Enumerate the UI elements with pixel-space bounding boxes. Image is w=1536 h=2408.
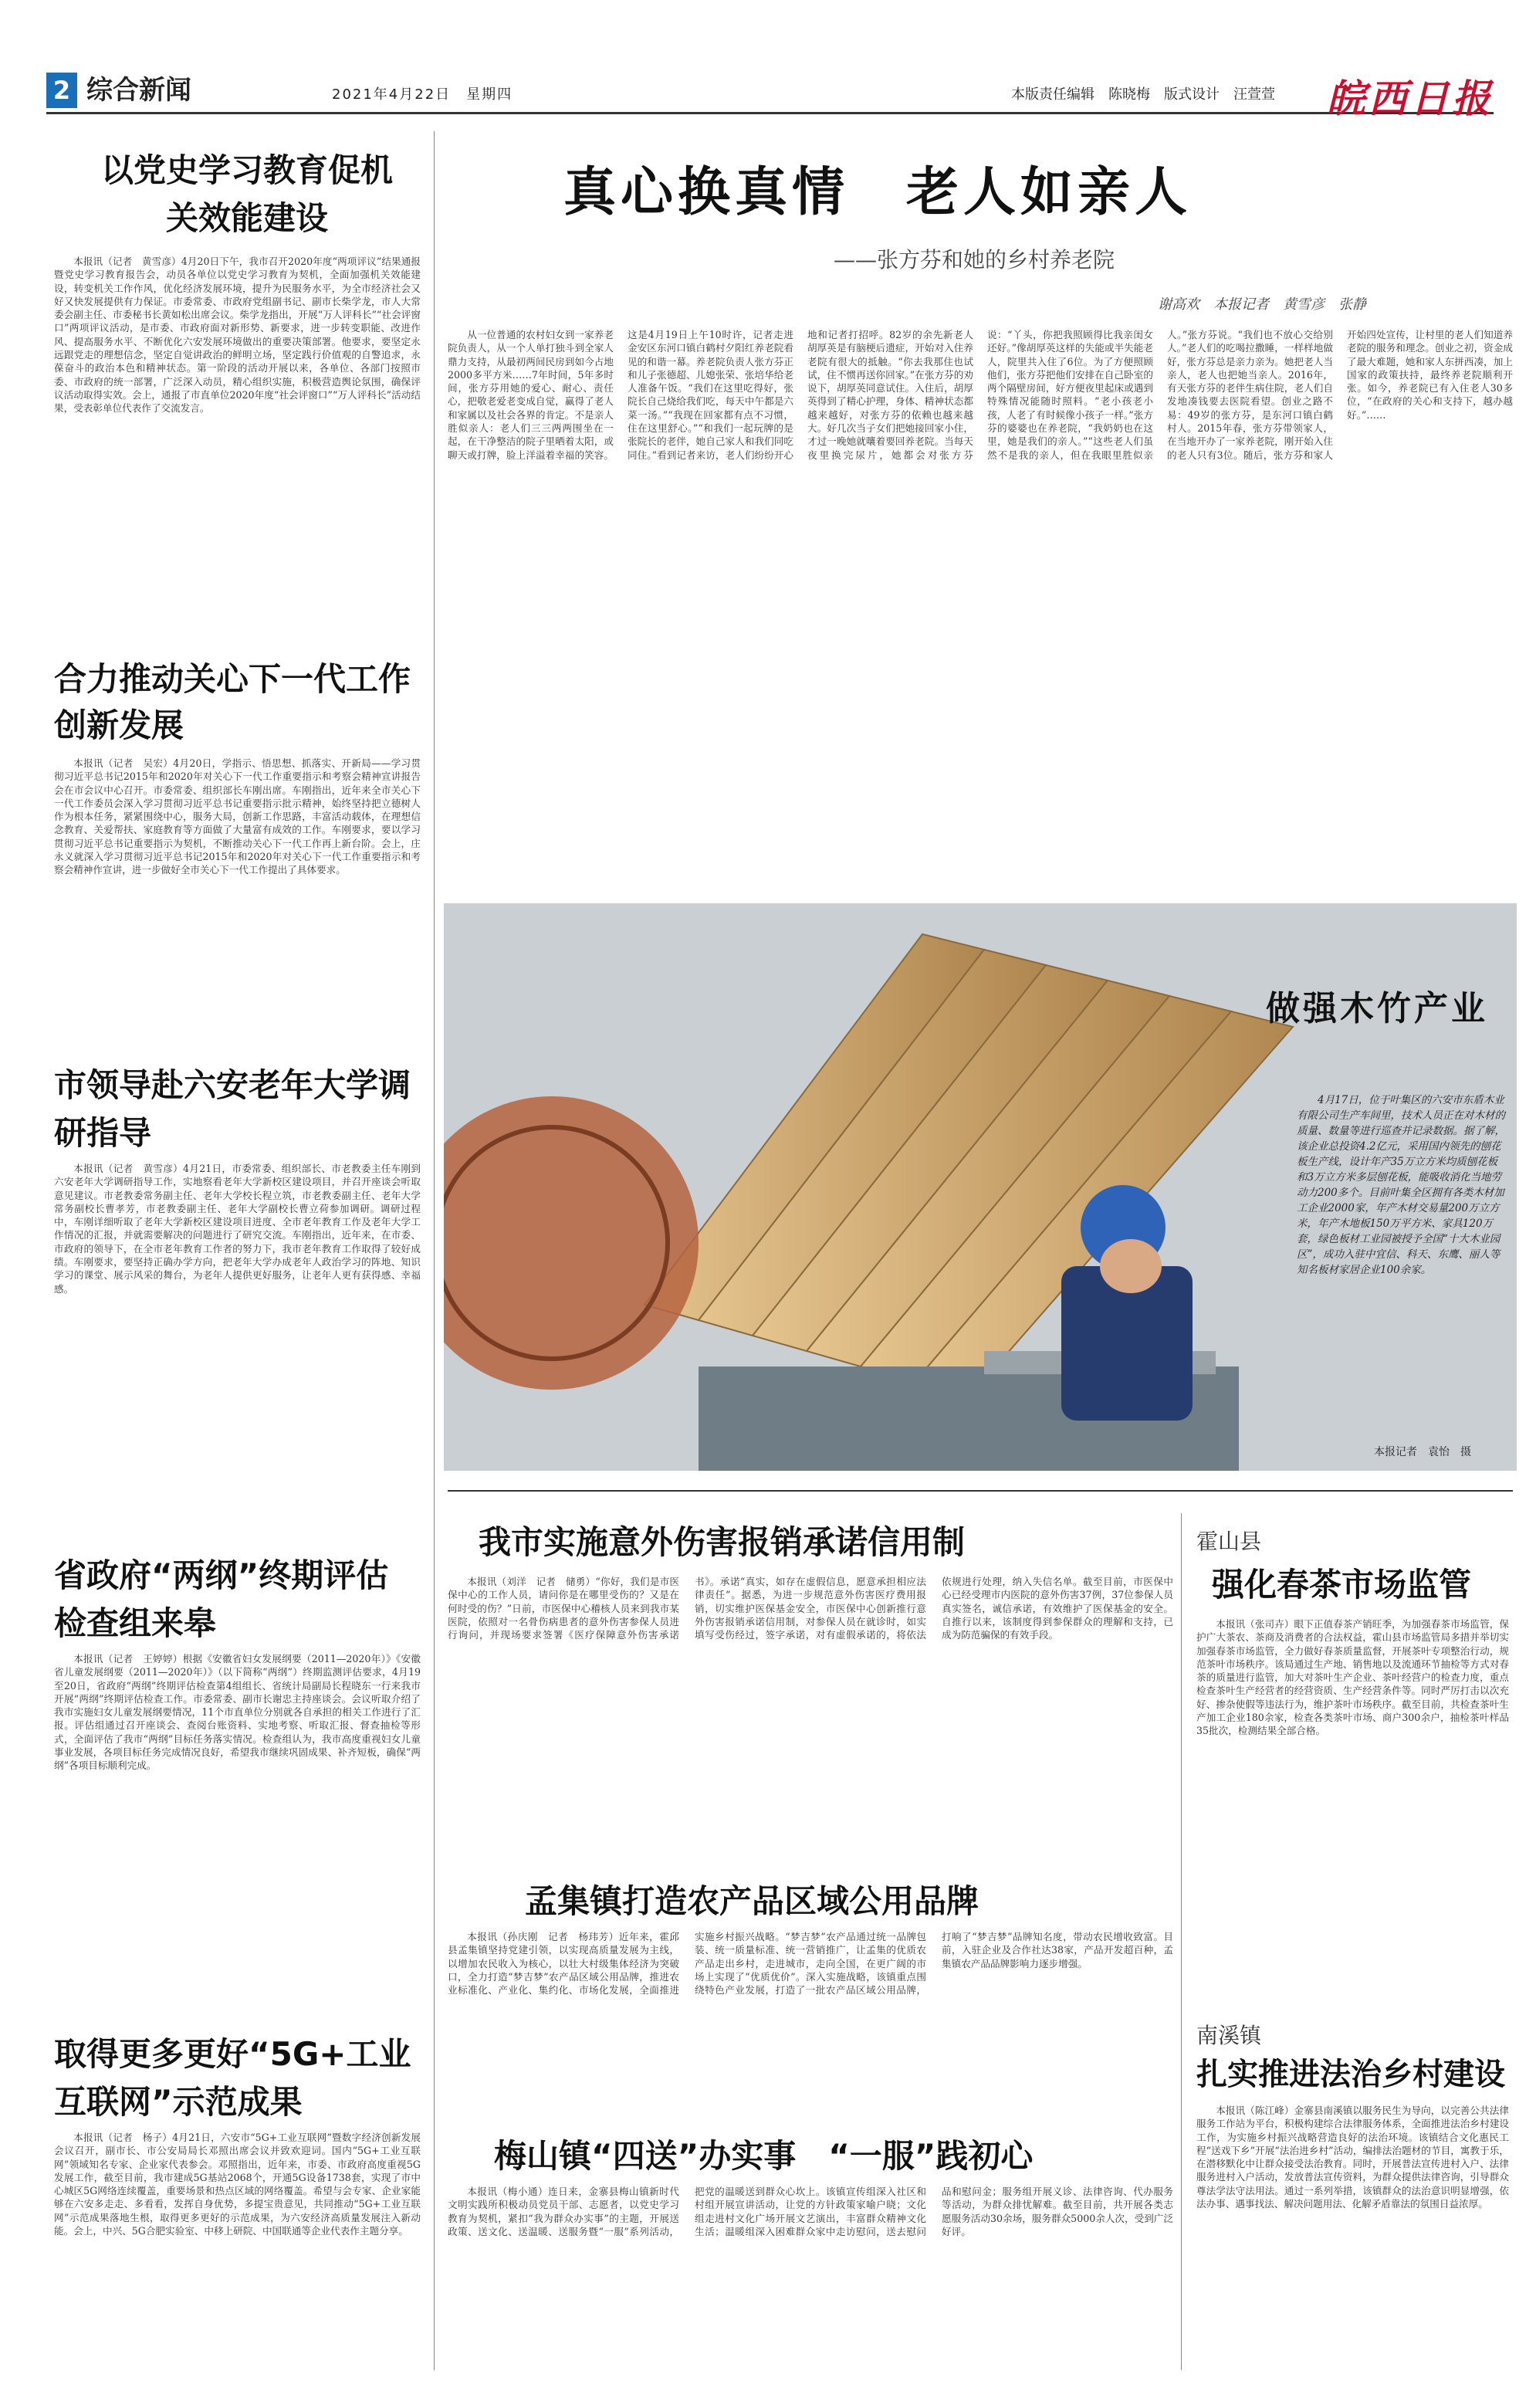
headline: 梅山镇“四送”办实事 “一服”践初心 <box>494 2137 1034 2175</box>
masthead <box>46 68 1494 121</box>
lead-headline: 真心换真情 老人如亲人 <box>563 161 1193 223</box>
article-body: 本报讯（刘洋 记者 储勇）“你好，我们是市医保中心的工作人员，请问你是在哪里受伤的？又是在何时受的伤？”日前，市医保中心稽核人员来到我市某医院，依照对一名骨伤病患者的意外伤害参保人员进行询问，并现场要求签署《医疗保障意外伤害承诺书》。承诺“真实，如存在虚假信息，愿意承担相应法律责任”。据悉，为进一步规范意外伤害医疗费用报销，切实维护医保基金安全，市医保中心创新推行意外伤害报销承诺信用制，对参保人员在就诊时，如实填写受伤经过，签字承诺，对有虚假承诺的，将依法依规进行处理，纳入失信名单。截至目前，市医保中心已经受理市内医院的意外伤害37例，37位参保人员真实签名，诚信承诺，有效维护了医保基金的安全。自推行以来，该制度得到参保群众的理解和支持，已成为防范骗保的有效手段。 <box>448 1576 1173 1641</box>
headline: 取得更多更好“5G+工业互联网”示范成果 <box>54 2035 411 2121</box>
headline: 省政府“两纲”终期评估检查组来皋 <box>54 1556 389 1642</box>
kicker: 南溪镇 <box>1196 2023 1262 2048</box>
headline: 以党史学习教育促机关效能建设 <box>100 151 393 237</box>
section-rule <box>448 1490 1513 1492</box>
kicker: 霍山县 <box>1196 1529 1262 1554</box>
newspaper-logo: 皖西日报 <box>1327 76 1494 121</box>
page-number: 2 <box>46 73 77 108</box>
headline: 孟集镇打造农产品区域公用品牌 <box>525 1882 979 1920</box>
article-body: 本报讯（记者 王婷婷）根据《安徽省妇女发展纲要（2011—2020年）》《安徽省儿童发展纲要（2011—2020年）》（以下简称“两纲”）终期监测评估要求，4月19至20日，省政府“两纲”终期评估检查第4组组长、省统计局副局长程晓东一行来我市开展“两纲”终期评估检查工作。市委常委、副市长谢忠主持座谈会。会议听取介绍了我市实施妇女儿童发展纲要情况，11个市直单位分别就各自承担的相关工作进行了汇报。评估组通过召开座谈会、查阅台账资料、实地考察、听取汇报、督查抽检等形式，全面评估了我市“两纲”目标任务落实情况。检查组认为，我市高度重视妇女儿童事业发展，各项目标任务完成情况良好，希望我市继续巩固成果、补齐短板，确保“两纲”各项目标顺利完成。 <box>54 1653 421 1772</box>
headline: 市领导赴六安老年大学调研指导 <box>54 1066 411 1152</box>
headline: 强化春茶市场监管 <box>1212 1566 1472 1604</box>
lead-byline: 谢高欢 本报记者 黄雪彦 张静 <box>1158 296 1366 313</box>
article-body: 本报讯（陈江峰）金寨县南溪镇以服务民生为导向，以完善公共法律服务工作站为平台，积极构建综合法律服务体系，全面推进法治乡村建设工作，为实施乡村振兴战略营造良好的法治环境。该镇结合文化惠民工程“送戏下乡”开展“法治进乡村”活动，编排法治题材的节目，寓教于乐，在潜移默化中让群众接受法治教育。同时，开展普法宣传进村入户、法律服务进村入户活动，发放普法宣传资料，为群众提供法律咨询，引导群众尊法学法守法用法。通过一系列举措，该镇群众的法治意识明显增强，依法办事、遇事找法、解决问题用法、化解矛盾靠法的氛围日益浓厚。 <box>1196 2105 1509 2210</box>
section-name: 综合新闻 <box>86 75 191 106</box>
headline: 扎实推进法治乡村建设 <box>1196 2057 1505 2092</box>
lead-subtitle: ——张方芬和她的乡村养老院 <box>834 247 1115 273</box>
article-body: 本报讯（记者 杨子）4月21日，六安市“5G+工业互联网”暨数字经济创新发展会议召开，副市长、市公安局局长邓照出席会议并致欢迎词。国内“5G+工业互联网”领域知名专家、企业家代表参会。邓照指出，近年来，市委、市政府高度重视5G发展工作，截至目前，我市建成5G基站2068个，开通5G设备1738套，实现了市中心城区5G网络连续覆盖，重要场景和热点区域的网络覆盖。希望与会专家、企业家能够在六安多走走、多看看，发挥自身优势，多提宝贵意见，共同推动“5G+工业互联网”示范成果落地生根，取得更多更好的示范成果，为六安经济高质量发展注入新动能。会上，中兴、5G合肥实验室、中移上研院、中国联通等企业代表作主题分享。 <box>54 2132 421 2237</box>
article-body: 本报讯（梅小通）连日来，金寨县梅山镇新时代文明实践所积极动员党员干部、志愿者，以党史学习教育为契机，紧扣“我为群众办实事”的主题，开展送政策、送文化、送温暖、送服务暨“一服”系列活动，把党的温暖送到群众心坎上。该镇宣传组深入社区和村组开展宣讲活动，让党的方针政策家喻户晓；文化组走进村文化广场开展文艺演出，丰富群众精神文化生活；温暖组深入困难群众家中走访慰问，送去慰问品和慰问金；服务组开展义诊、法律咨询、代办服务等活动，为群众排忧解难。截至目前，共开展各类志愿服务活动30余场，服务群众5000余人次，受到广泛好评。 <box>448 2186 1173 2237</box>
article-body: 本报讯（记者 黄雪彦）4月21日，市委常委、组织部长、市老教委主任车刚到六安老年大学调研指导工作，实地察看老年大学新校区建设项目，并召开座谈会听取意见建议。市老教委常务副主任、老年大学校长程立筑，市老教委副主任、老年大学常务副校长曹孝芳，市老教委副主任、老年大学副校长曹立荷参加调研。调研过程中，车刚详细听取了老年大学新校区建设项目进度、全市老年教育工作及老年大学工作情况的汇报，并就需要解决的问题进行了研究交流。车刚指出，近年来，在市委、市政府的领导下，在全市老年教育工作者的努力下，我市老年教育工作取得了较好成绩。车刚要求，要坚持正确办学方向，把老年大学办成老年人政治学习的阵地、知识学习的课堂、展示风采的舞台，为老年人提供更好服务，让老年人更有获得感、幸福感。 <box>54 1163 421 1295</box>
article-body: 本报讯（记者 黄雪彦）4月20日下午，我市召开2020年度“两项评议”结果通报暨党史学习教育报告会，动员各单位以党史学习教育为契机，全面加强机关效能建设，转变机关工作作风，优化经济发展环境，提升为民服务水平，为全市经济社会又好又快发展提供有力保证。市委常委、市政府党组副书记、副市长柴学龙，市人大常委会副主任、市委秘书长黄如松出席会议。柴学龙指出，开展“万人评科长”“社会评窗口”两项评议活动，是市委、市政府面对新形势、新要求，进一步转变职能、改进作风、提高服务水平、不断优化六安发展环境做出的重要决策部署。他要求，要坚定永远跟党走的理想信念，坚定自觉讲政治的鲜明立场，坚定践行价值观的自警追求，永葆奋斗的政治本色和精神状态。第一阶段的活动开展以来，各单位、各部门按照市委、市政府的统一部署，广泛深入动员，精心组织实施，积极营造舆论氛围，确保评议活动取得实效。会上，通报了市直单位2020年度“社会评窗口”“万人评科长”活动结果，受表彰单位代表作了交流发言。 <box>54 256 421 415</box>
photo-caption: 4月17日，位于叶集区的六安市东盾木业有限公司生产车间里，技术人员正在对木材的质量、数量等进行巡查并记录数据。据了解，该企业总投资4.2亿元，采用国内领先的刨花板生产线，设计年产35万立方米均质刨花板和3万立方米多层刨花板，能吸收消化当地劳动力200多个。目前叶集全区拥有各类木材加工企业2000家，年产木材交易量200万立方米，年产木地板150万平方米、家具120万套，绿色板材工业园被授予全国“十大木业园区”，成功入驻中宜信、科天、东鹰、丽人等知名板材家居企业100余家。 <box>1297 1094 1505 1276</box>
headline: 合力推动关心下一代工作创新发展 <box>54 660 411 744</box>
headline: 我市实施意外伤害报销承诺信用制 <box>479 1523 966 1561</box>
lead-body: 从一位普通的农村妇女到一家养老院负责人，从一个人单打独斗到全家人鼎力支持，从最初两间民房到如今占地2000多平方米……7年时间，5年多时间，张方芬用她的爱心、耐心、责任心，把敬老爱老变成自觉，赢得了老人和家属以及社会各界的肯定。不是亲人胜似亲人：老人们三三两两围坐在一起，在干净整洁的院子里晒着太阳，或聊天或打牌，脸上洋溢着幸福的笑容。这是4月19日上午10时许，记者走进金安区东河口镇白鹤村夕阳红养老院看见的和谐一幕。养老院负责人张方芬正和儿子张德超、儿媳张荣、张培华给老人准备午饭。“我们在这里吃得好，张院长自己烧给我们吃，每天中午都是六菜一汤。”“我现在回家都有点不习惯，住在这里舒心。”“和我们一起玩牌的是张院长的老伴，她自己家人和我们同吃同住。”看到记者来访，老人们纷纷开心地和记者打招呼。82岁的余先新老人胡厚英是有脑梗后遗症，开始对入住养老院有很大的抵触。“你去我那住也试试，住不惯再送你回家。”在张方芬的劝说下，胡厚英同意试住。入住后，胡厚英得到了精心护理，身体、精神状态都越来越好，对张方芬的依赖也越来越大。好几次当子女们把她接回家小住，才过一晚她就嚷着要回养老院。当每天夜里换完尿片，她都会对张方芬说：“丫头，你把我照顾得比我亲闺女还好。”像胡厚英这样的失能或半失能老人，院里共入住了6位。为了方便照顾他们，张方芬把他们安排在自己卧室的两个隔壁房间，好方便夜里起床或遇到特殊情况能随时照料。“老小孩老小孩，人老了有时候像小孩子一样。”张方芬的婆婆也在养老院，“我奶奶也在这里，她是我们的亲人。”“这些老人们虽然不是我的亲人，但在我眼里胜似亲人。”张方芬说。“我们也不放心交给别人。”老人们的吃喝拉撒睡，一样样地做好，张方芬总是亲力亲为。她把老人当亲人，老人也把她当亲人。2016年，有天张方芬的老伴生病住院，老人们自发地凑钱要去医院看望。创业之路不易：49岁的张方芬，是东河口镇白鹤村人。2015年春，张方芬带领家人，在当地开办了一家养老院，刚开始入住的老人只有3位。随后，张方芬和家人开始四处宣传，让村里的老人们知道养老院的服务和理念。创业之初，资金成了最大难题，她和家人东拼西凑，加上国家的政策扶持，最终养老院顺利开张。如今，养老院已有入住老人30多位，“在政府的关心和支持下，越办越好。”…… <box>448 329 1513 461</box>
article-body: 本报讯（孙庆刚 记者 杨玮芳）近年来，霍邱县孟集镇坚持党建引领，以实现高质量发展为主线，以增加农民收入为核心，以壮大村级集体经济为突破口，全力打造“梦吉梦”农产品区域公用品牌，推进农业标准化、产业化、集约化、市场化发展，全面推进实施乡村振兴战略。“梦吉梦”农产品通过统一品牌包装、统一质量标准、统一营销推广，让孟集的优质农产品走出乡村，走进城市，走向全国，在更广阔的市场上实现了“优质优价”。深入实施战略，该镇重点围绕特色产业发展，打造了一批农产品区域公用品牌，打响了“梦吉梦”品牌知名度，带动农民增收致富。目前，入驻企业及合作社达38家，产品开发超百种，孟集镇农产品品牌影响力逐步增强。 <box>448 1931 1173 1997</box>
article-body: 本报讯（记者 吴宏）4月20日，学指示、悟思想、抓落实、开新局——学习贯彻习近平总书记2015年和2020年对关心下一代工作重要指示和考察会精神宣讲报告会在市会议中心召开。市委常委、组织部长车刚出席。车刚指出，近年来全市关心下一代工作委员会深入学习贯彻习近平总书记重要指示批示精神，始终坚持把立德树人作为根本任务，紧紧围绕中心，服务大局，创新工作思路，丰富活动载体，在理想信念教育、关爱帮扶、家庭教育等方面做了大量富有成效的工作。车刚要求，要以学习贯彻习近平总书记重要指示为契机，不断推动关心下一代工作再上新台阶。会上，庄永义就深入学习贯彻习近平总书记2015年和2020年对关心下一代工作重要指示和考察会精神作宣讲，进一步做好全市关心下一代工作提出了具体要求。 <box>54 757 421 876</box>
photo-credit: 本报记者 袁怡 摄 <box>1374 1446 1471 1458</box>
column-divider <box>1181 1513 1182 2370</box>
article-body: 本报讯（张司卉）眼下正值春茶产销旺季，为加强春茶市场监管，保护广大茶农、茶商及消费者的合法权益，霍山县市场监管局多措并举切实加强春茶市场监管，全力做好春茶质量监督，开展茶叶专项整治行动，规范茶叶市场秩序。该局通过生产地、销售地以及流通环节抽检等方式对春茶的质量进行监管，加大对茶叶生产企业、茶叶经营户的检查力度，重点检查茶叶生产经营者的经营资质、生产经营条件等。同时严厉打击以次充好、掺杂使假等违法行为，维护茶叶市场秩序。截至目前，共检查茶叶生产加工企业180余家，检查各类茶叶市场、商户300余户，抽检茶叶样品35批次，检测结果全部合格。 <box>1196 1618 1509 1737</box>
editor-credits: 本版责任编辑 陈晓梅 版式设计 汪萱萱 <box>1011 86 1275 103</box>
issue-date: 2021年4月22日 星期四 <box>332 86 513 103</box>
column-divider <box>434 131 435 2370</box>
photo-headline: 做强木竹产业 <box>1266 989 1488 1028</box>
